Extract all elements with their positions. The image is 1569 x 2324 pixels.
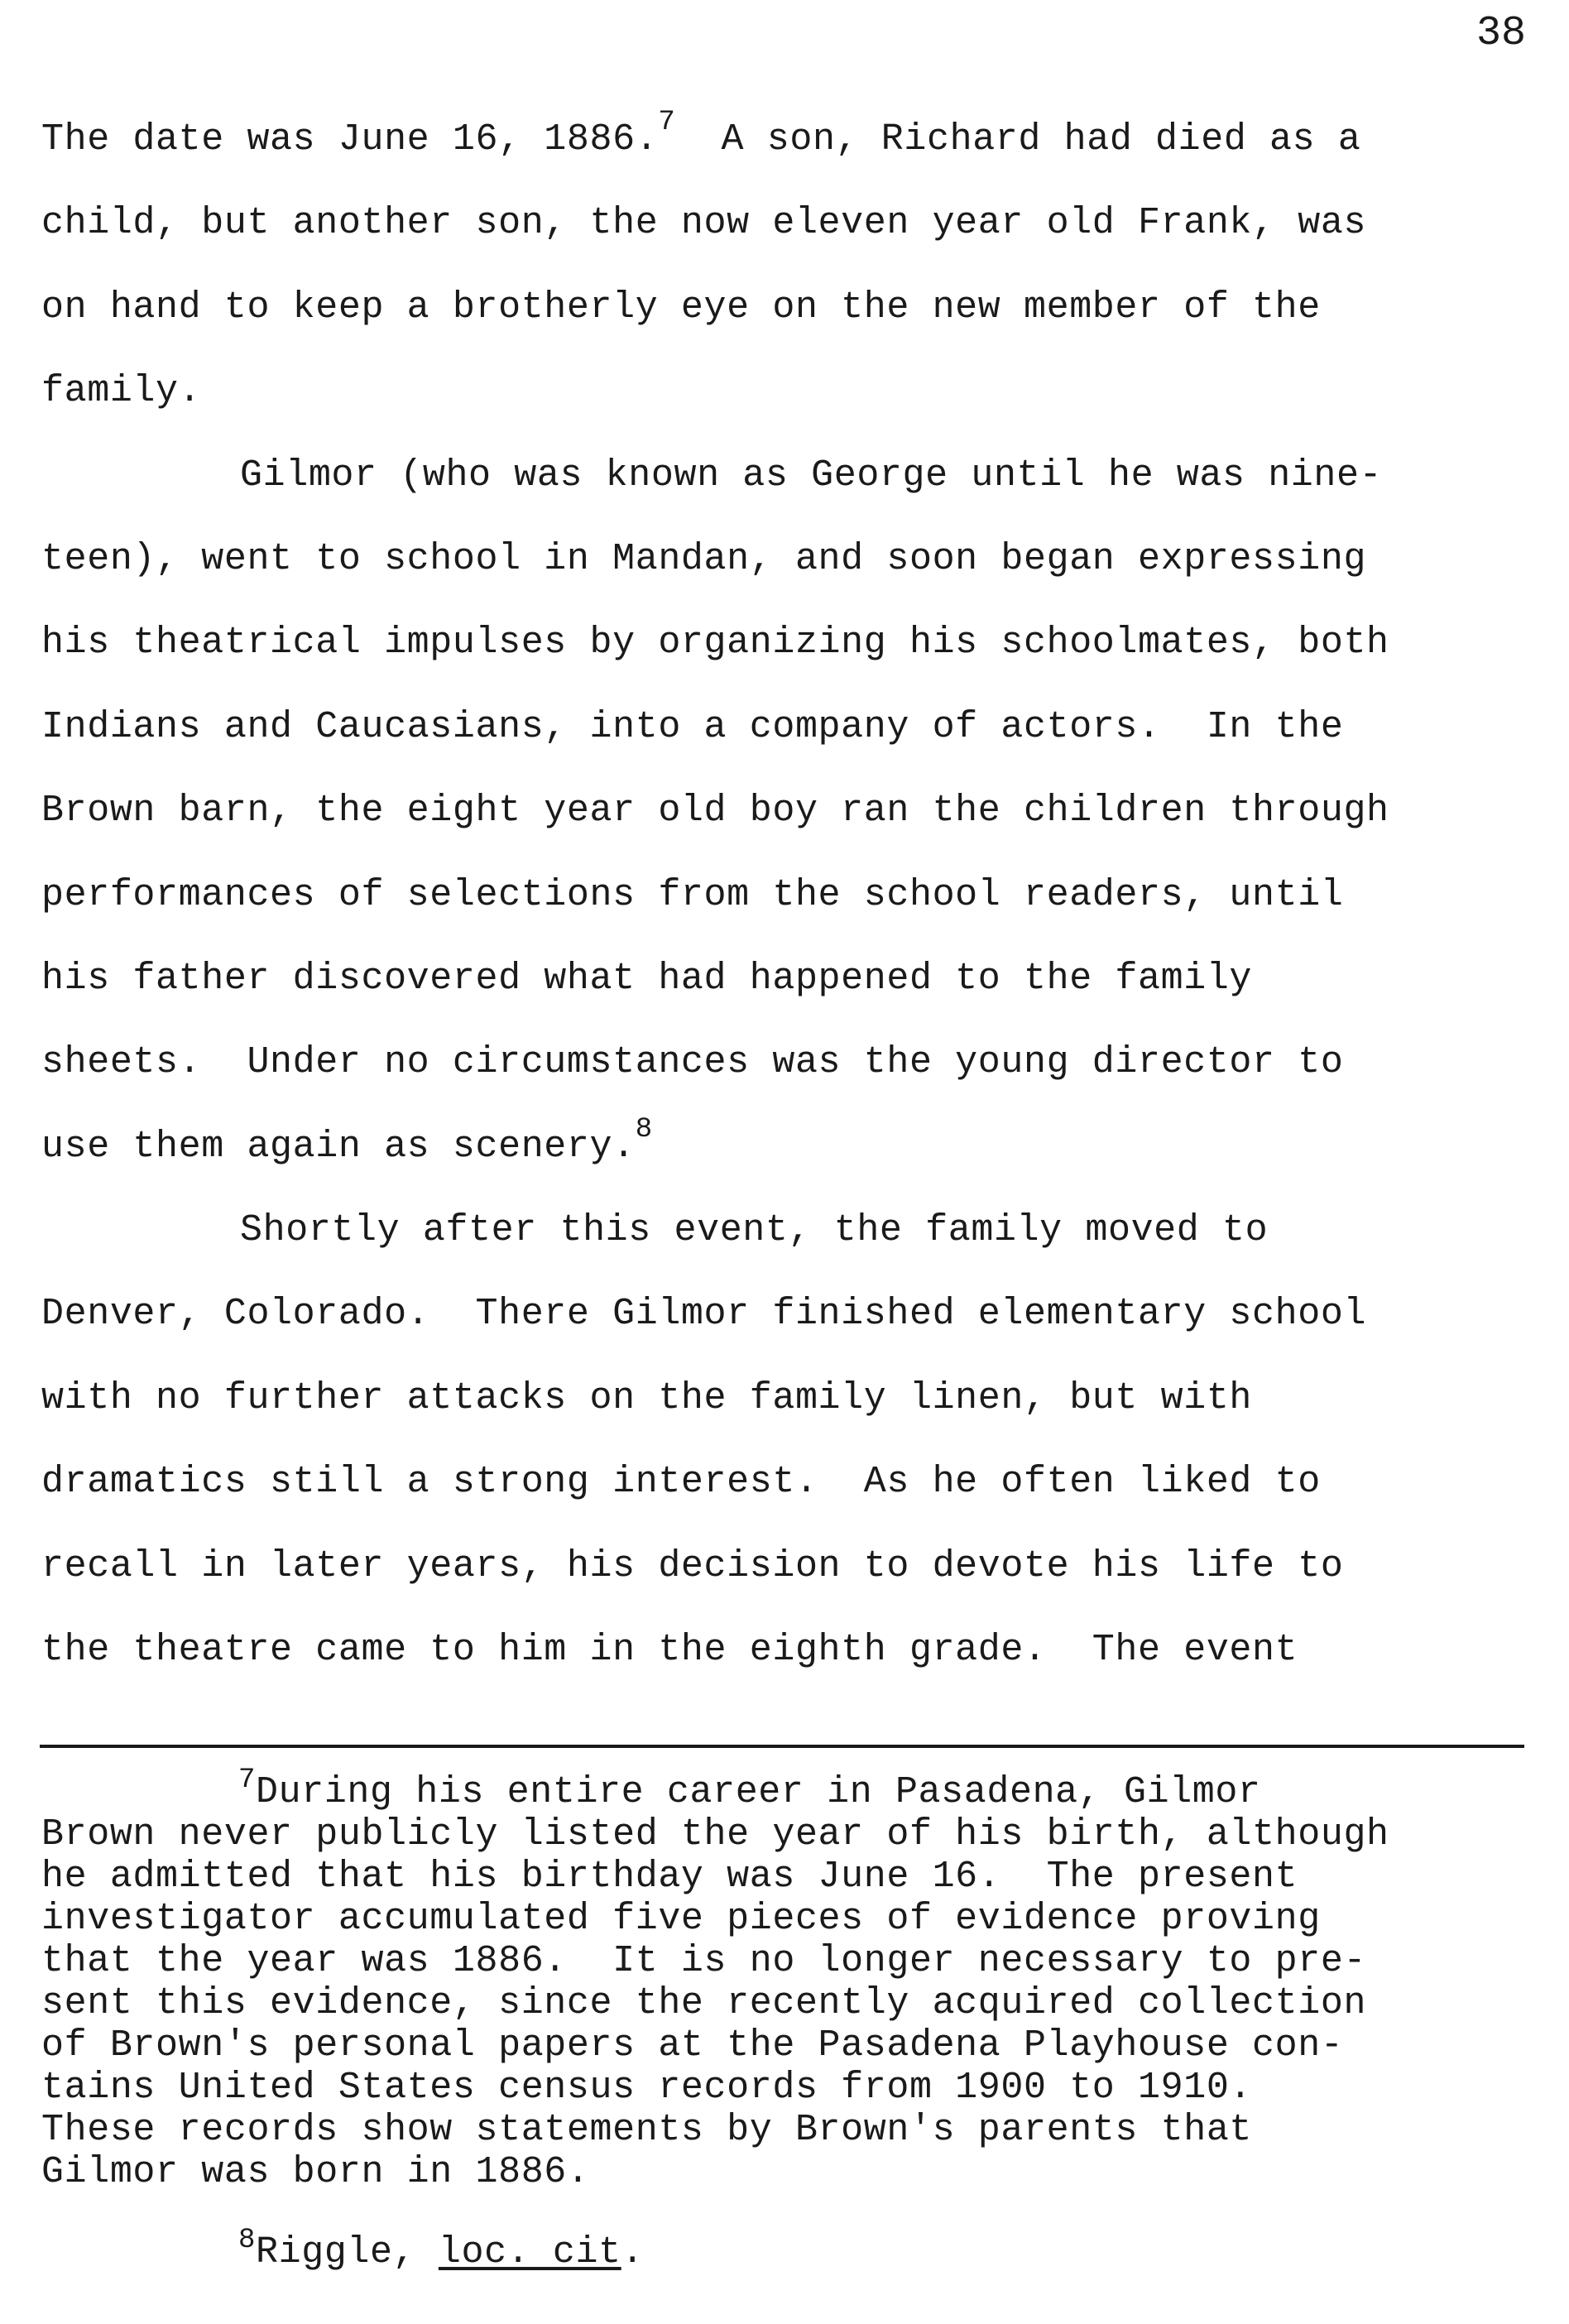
footnote-7 [41,1765,1523,2193]
footnote-line: $^8$Riggle, loc. cit. [238,2225,645,2274]
footnote-ref-8: 8 [635,1113,653,1145]
footnote-divider [40,1745,1524,1748]
footnotes [41,1765,1523,2274]
footnote-line: he admitted that his birthday was June 16. The present [41,1856,1298,1898]
text-line: family. [41,370,202,413]
footnote-line: investigator accumulated five pieces of evidence proving [41,1898,1321,1940]
footnote-line: Gilmor was born in 1886. [41,2151,590,2193]
text-line: Brown barn, the eight year old boy ran the children through [41,790,1389,833]
text-line: dramatics still a strong interest. As he often liked to [41,1461,1321,1504]
footnote-ref-7: 7 [658,107,676,138]
text-line: his father discovered what had happened to the family [41,957,1253,1000]
paragraph-start-line: Shortly after this event, the family moved to [240,1209,1269,1252]
text-line: sheets. Under no circumstances was the young director to [41,1041,1344,1084]
footnote-line: sent this evidence, since the recently acquired collection [41,1982,1367,2024]
text-line: teen), went to school in Mandan, and soon began expressing [41,537,1367,580]
text-line: the theatre came to him in the eighth grade. The event [41,1629,1298,1672]
page-number: 38 [1476,10,1527,57]
citation-loc-cit: loc. cit [438,2231,621,2274]
text-line: Denver, Colorado. There Gilmor finished elementary school [41,1293,1367,1336]
citation-author: Riggle, [256,2231,439,2274]
text-line: his theatrical impulses by organizing his schoolmates, both [41,622,1389,665]
footnote-line: $^7$During his entire career in Pasadena, Gilmor [238,1765,1261,1813]
footnote-spacer [41,2193,1523,2231]
text-line: on hand to keep a brotherly eye on the new member of the [41,286,1321,329]
footnote-line: tains United States census records from 1900 to 1910. [41,2067,1253,2109]
footnote-line: Brown never publicly listed the year of his birth, although [41,1813,1389,1856]
paragraph-start-line: Gilmor (who was known as George until he was nine- [240,454,1383,497]
text-line: with no further attacks on the family linen, but with [41,1376,1253,1419]
text-line: Indians and Caucasians, into a company of actors. In the [41,705,1344,748]
body-text [41,98,1523,1692]
footnote-line: that the year was 1886. It is no longer necessary to pre- [41,1940,1367,1982]
footnote-8 [41,2225,1523,2274]
text-line: performances of selections from the school readers, until [41,873,1344,916]
footnote-marker: 8 [238,2225,257,2256]
text-line: child, but another son, the now eleven year old Frank, was [41,202,1367,245]
footnote-line: These records show statements by Brown's parents that [41,2109,1253,2151]
footnote-line: of Brown's personal papers at the Pasadena Playhouse con- [41,2024,1344,2067]
text-line: use them again as scenery.$^8$ [41,1113,653,1168]
text-line: recall in later years, his decision to devote his life to [41,1544,1344,1587]
footnote-marker: 7 [238,1765,257,1796]
text-line: The date was June 16, 1886.$^7$ A son, Richard had died as a [41,107,1361,161]
